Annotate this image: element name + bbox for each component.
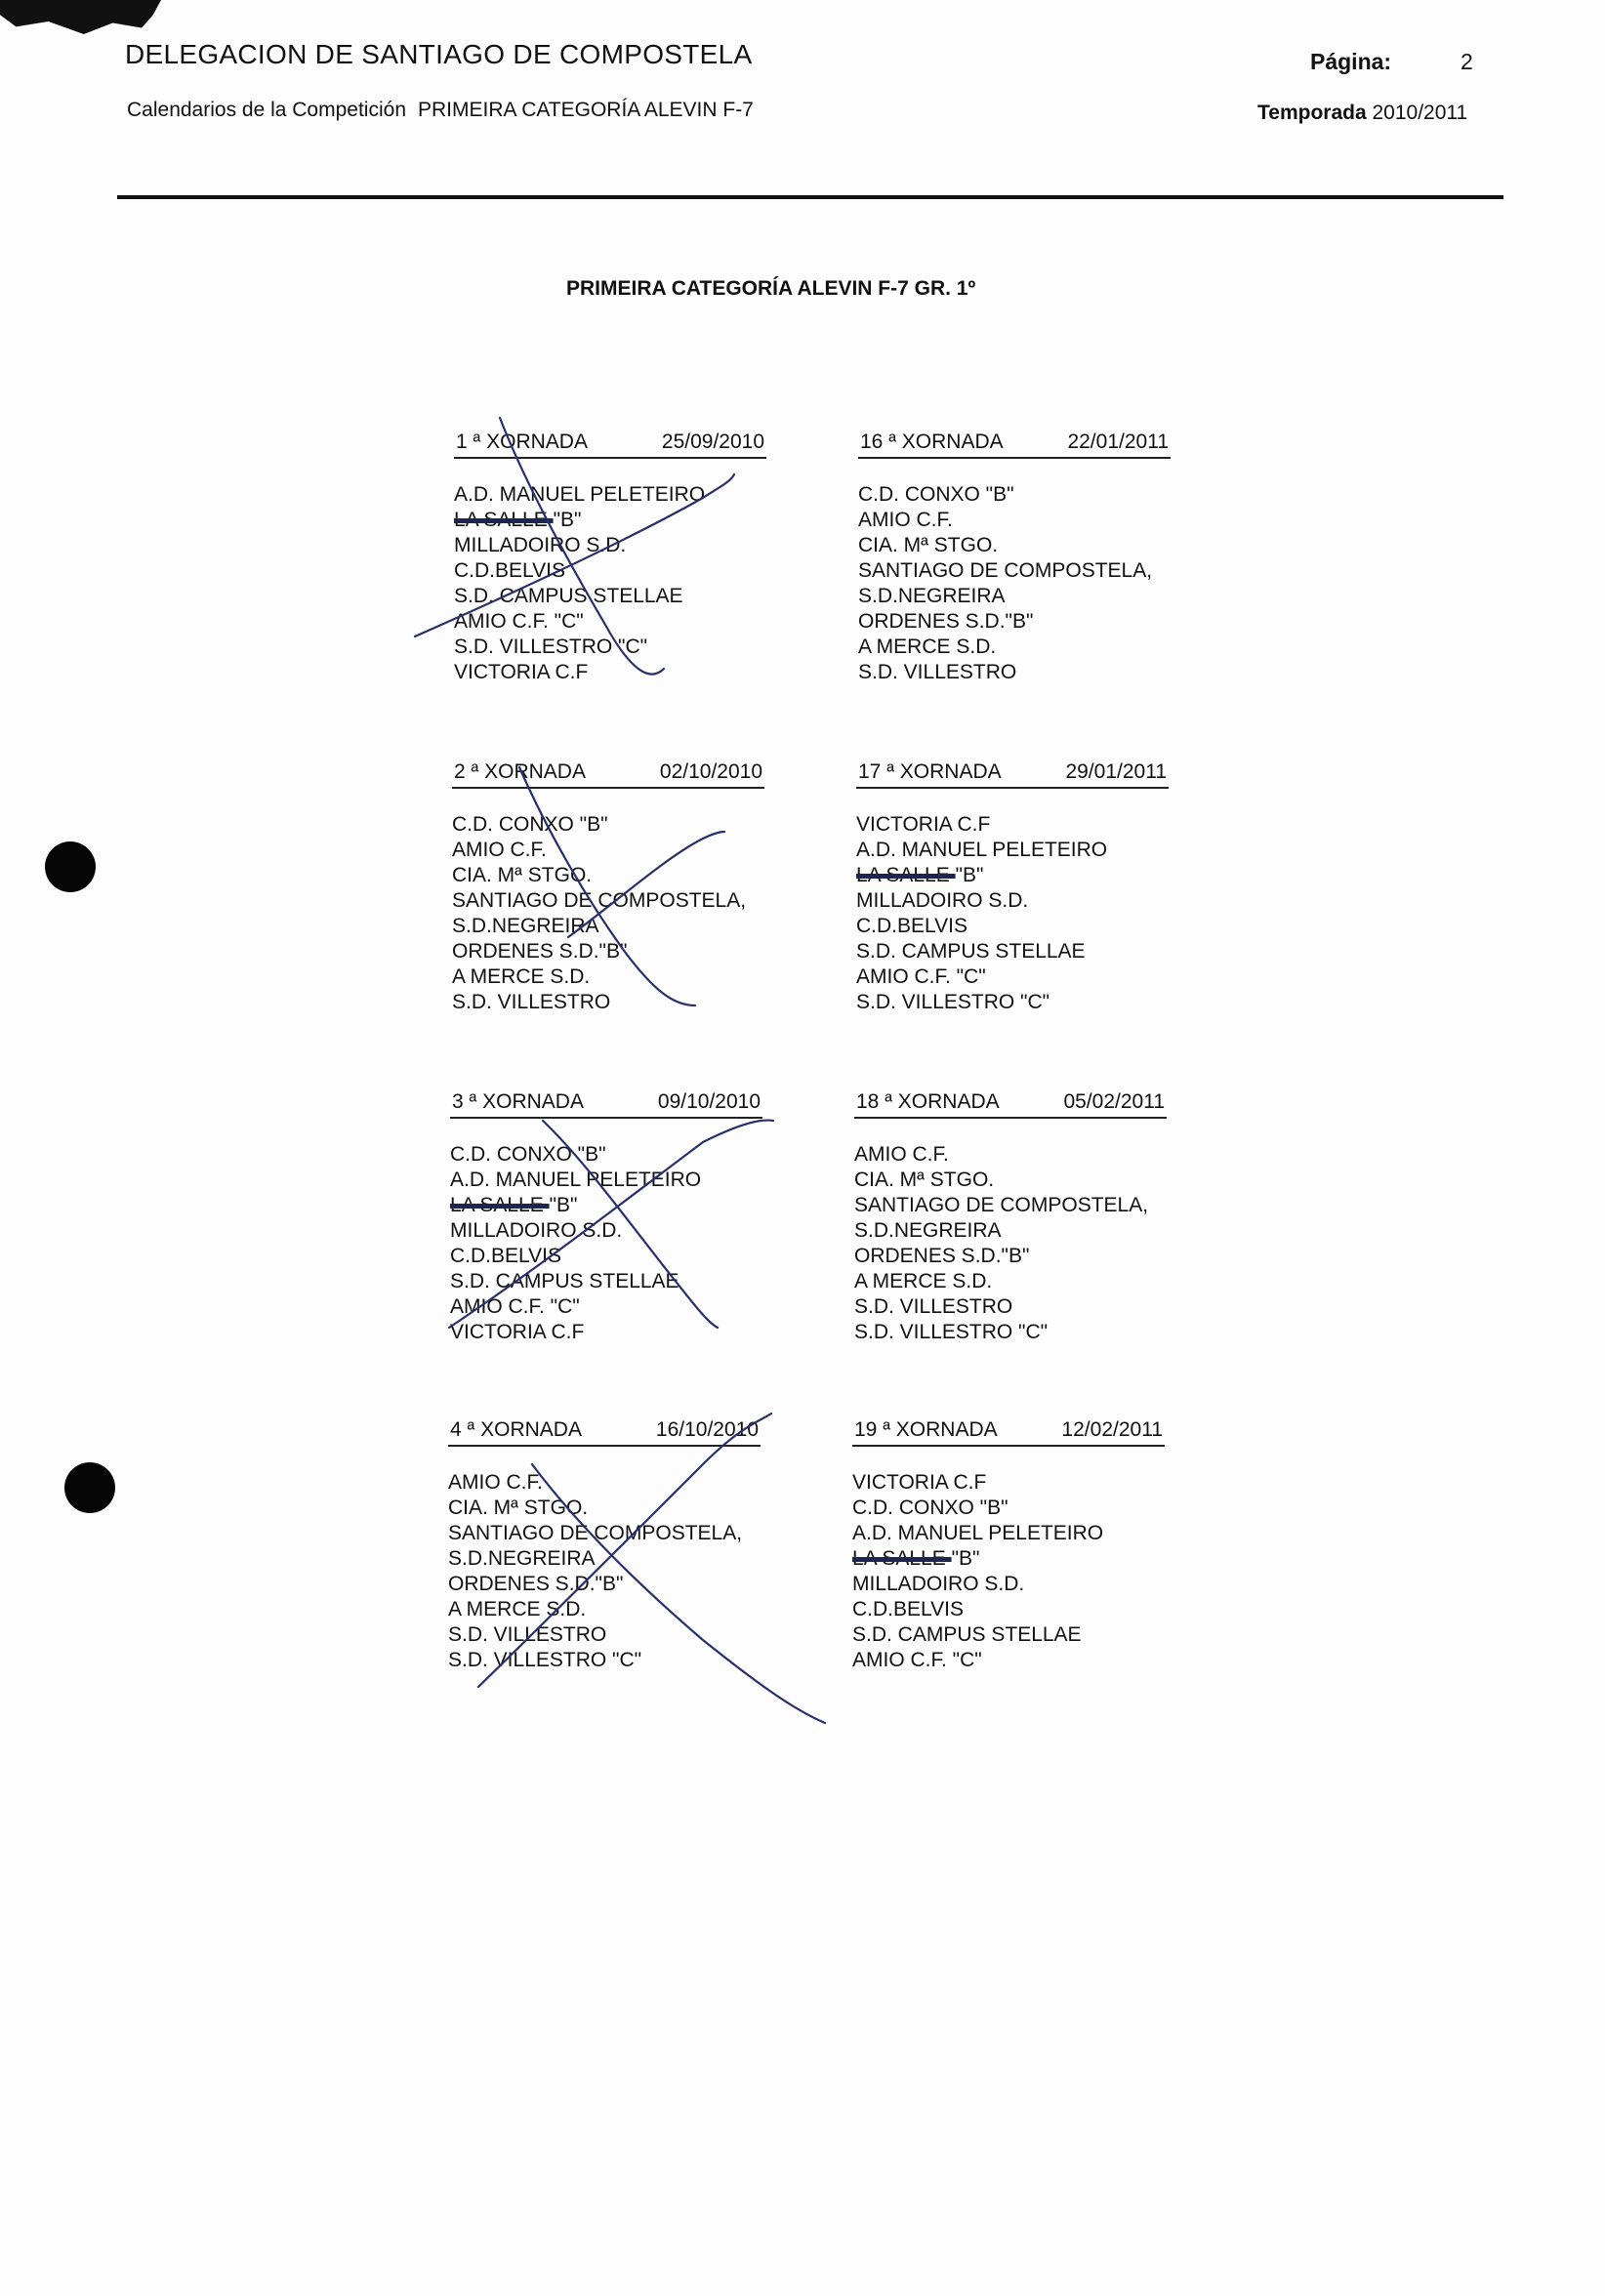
team-name: S.D. VILLESTRO [858, 661, 1017, 683]
team-name: S.D. VILLESTRO "C" [454, 636, 648, 658]
team-name: A.D. MANUEL PELETEIRO [454, 483, 706, 506]
round-date: 02/10/2010 [659, 760, 762, 783]
team-name: S.D.NEGREIRA [858, 585, 1006, 607]
team-name: S.D. VILLESTRO [854, 1295, 1013, 1318]
round-header [852, 1417, 1165, 1447]
page-number: 2 [1461, 49, 1473, 74]
team-name: S.D. VILLESTRO [448, 1623, 607, 1646]
team-name: ORDENES S.D."B" [452, 940, 628, 963]
team-name: ORDENES S.D."B" [854, 1245, 1030, 1267]
round-label: 18 ª XORNADA [856, 1090, 1000, 1113]
round-block [450, 1089, 762, 1345]
round-date: 09/10/2010 [657, 1090, 761, 1113]
subtitle-prefix: Calendarios de la Competición [127, 99, 406, 121]
round-label: 4 ª XORNADA [450, 1418, 582, 1441]
struck-text: LA SALLE [856, 864, 956, 886]
team-name: MILLADOIRO S.D. [454, 534, 627, 556]
struck-text: LA SALLE [450, 1194, 550, 1216]
team-name: CIA. Mª STGO. [452, 864, 593, 886]
team-name: A.D. MANUEL PELETEIRO [852, 1522, 1104, 1544]
round-block [448, 1417, 761, 1673]
round-date: 22/01/2011 [1067, 430, 1169, 453]
team-name: MILLADOIRO S.D. [852, 1573, 1025, 1595]
round-block [852, 1417, 1165, 1673]
round-header [448, 1417, 761, 1447]
round-label: 19 ª XORNADA [854, 1418, 998, 1441]
round-label: 17 ª XORNADA [858, 760, 1002, 783]
round-date: 12/02/2011 [1061, 1418, 1163, 1441]
team-name: ORDENES S.D."B" [858, 610, 1034, 633]
round-block [454, 430, 766, 685]
team-name [852, 1546, 1165, 1572]
team-name: S.D. CAMPUS STELLAE [450, 1270, 679, 1292]
team-name: C.D. CONXO "B" [858, 483, 1014, 506]
team-name: S.D. CAMPUS STELLAE [454, 585, 683, 607]
team-name: SANTIAGO DE COMPOSTELA, [858, 559, 1153, 582]
team-suffix: "B" [951, 1547, 980, 1570]
round-date: 25/09/2010 [661, 430, 764, 453]
round-header [856, 759, 1169, 789]
punch-hole [64, 1462, 115, 1513]
round-date: 16/10/2010 [655, 1418, 759, 1441]
round-label: 2 ª XORNADA [454, 760, 586, 783]
group-title: PRIMEIRA CATEGORÍA ALEVIN F-7 GR. 1º [566, 277, 976, 300]
round-block [452, 759, 764, 1015]
team-name: A MERCE S.D. [854, 1270, 993, 1292]
season-label: Temporada [1257, 102, 1367, 124]
round-date: 05/02/2011 [1063, 1090, 1165, 1113]
team-name: CIA. Mª STGO. [448, 1496, 589, 1519]
season [1257, 102, 1467, 125]
team-name: AMIO C.F. [858, 509, 953, 531]
team-name: C.D. CONXO "B" [450, 1143, 606, 1166]
team-name: C.D.BELVIS [856, 915, 967, 937]
team-name: C.D. CONXO "B" [852, 1496, 1008, 1519]
round-header [454, 430, 766, 459]
team-name: S.D. VILLESTRO "C" [448, 1649, 642, 1671]
round-header [452, 759, 764, 789]
team-name: AMIO C.F. "C" [856, 965, 986, 988]
team-name: S.D. VILLESTRO [452, 991, 611, 1013]
team-name: MILLADOIRO S.D. [450, 1219, 623, 1242]
team-name: A.D. MANUEL PELETEIRO [856, 839, 1108, 861]
header-divider [117, 195, 1503, 199]
team-name: SANTIAGO DE COMPOSTELA, [448, 1522, 743, 1544]
team-name: A MERCE S.D. [448, 1598, 587, 1620]
team-name: A MERCE S.D. [452, 965, 591, 988]
team-name: AMIO C.F. [452, 839, 547, 861]
team-name: CIA. Mª STGO. [854, 1168, 995, 1191]
team-name [450, 1193, 762, 1218]
team-name: S.D.NEGREIRA [854, 1219, 1002, 1242]
team-suffix: "B" [553, 509, 582, 531]
struck-text: LA SALLE [454, 509, 554, 531]
team-name: ORDENES S.D."B" [448, 1573, 624, 1595]
team-name: A.D. MANUEL PELETEIRO [450, 1168, 702, 1191]
team-name [454, 508, 766, 533]
team-name: C.D.BELVIS [852, 1598, 964, 1620]
round-block [858, 430, 1171, 685]
delegation-title: DELEGACION DE SANTIAGO DE COMPOSTELA [125, 39, 753, 69]
round-label: 1 ª XORNADA [456, 430, 588, 453]
team-name: C.D.BELVIS [450, 1245, 561, 1267]
round-block [854, 1089, 1167, 1345]
team-suffix: "B" [549, 1194, 578, 1216]
team-name: VICTORIA C.F [856, 813, 991, 836]
team-name: SANTIAGO DE COMPOSTELA, [452, 889, 747, 912]
team-name [856, 863, 1169, 888]
team-name: S.D. VILLESTRO "C" [854, 1321, 1049, 1343]
round-header [450, 1089, 762, 1119]
team-name: VICTORIA C.F [852, 1471, 987, 1494]
team-suffix: "B" [955, 864, 984, 886]
team-name: VICTORIA C.F [454, 661, 589, 683]
round-header [858, 430, 1171, 459]
team-name: MILLADOIRO S.D. [856, 889, 1029, 912]
subtitle [127, 99, 754, 122]
round-label: 3 ª XORNADA [452, 1090, 584, 1113]
team-name: SANTIAGO DE COMPOSTELA, [854, 1194, 1149, 1216]
team-name: AMIO C.F. "C" [454, 610, 584, 633]
team-name: CIA. Mª STGO. [858, 534, 999, 556]
team-name: AMIO C.F. "C" [450, 1295, 580, 1318]
team-name: C.D. CONXO "B" [452, 813, 608, 836]
corner-ink-blot [0, 0, 161, 37]
season-value: 2010/2011 [1372, 102, 1468, 124]
round-header [854, 1089, 1167, 1119]
team-name: AMIO C.F. [854, 1143, 949, 1166]
team-name: C.D.BELVIS [454, 559, 565, 582]
team-name: S.D. CAMPUS STELLAE [852, 1623, 1082, 1646]
struck-text: LA SALLE [852, 1547, 952, 1570]
team-name: S.D.NEGREIRA [452, 915, 599, 937]
team-name: S.D. VILLESTRO "C" [856, 991, 1050, 1013]
punch-hole [45, 841, 96, 892]
team-name: VICTORIA C.F [450, 1321, 585, 1343]
team-name: AMIO C.F. [448, 1471, 543, 1494]
round-date: 29/01/2011 [1065, 760, 1167, 783]
team-name: A MERCE S.D. [858, 636, 997, 658]
round-block [856, 759, 1169, 1015]
round-label: 16 ª XORNADA [860, 430, 1004, 453]
team-name: S.D.NEGREIRA [448, 1547, 596, 1570]
team-name: S.D. CAMPUS STELLAE [856, 940, 1086, 963]
page-label: Página: [1310, 49, 1392, 74]
team-name: AMIO C.F. "C" [852, 1649, 982, 1671]
subtitle-competition: PRIMEIRA CATEGORÍA ALEVIN F-7 [418, 99, 754, 121]
